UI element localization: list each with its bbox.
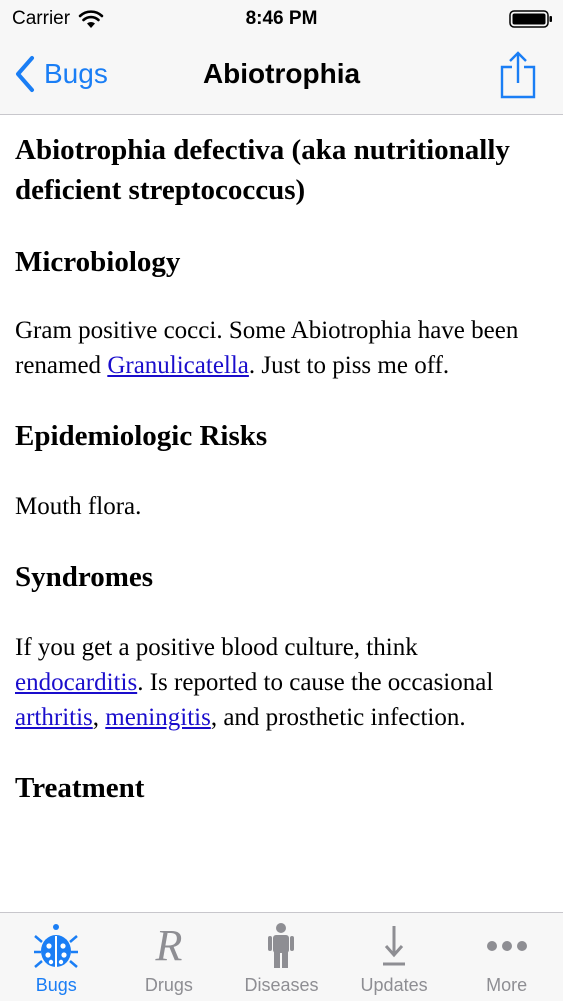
syndromes-text-3: ,	[92, 704, 106, 731]
status-time: 8:46 PM	[245, 8, 318, 29]
tab-label-drugs: Drugs	[144, 975, 193, 995]
link-granulicatella[interactable]: Granulicatella	[107, 352, 249, 379]
link-meningitis[interactable]: meningitis	[105, 704, 211, 731]
status-bar	[0, 0, 563, 38]
more-icon	[485, 922, 529, 970]
tab-label-bugs: Bugs	[35, 975, 77, 995]
tab-label-updates: Updates	[360, 975, 428, 995]
bug-icon	[34, 922, 78, 970]
section-heading-treatment: Treatment	[15, 772, 145, 804]
tab-updates[interactable]	[338, 913, 451, 1001]
microbiology-text-end: . Just to piss me off.	[248, 352, 450, 379]
carrier-label: Carrier	[12, 8, 71, 29]
syndromes-text-2: . Is reported to cause the occasional	[137, 669, 494, 696]
person-icon	[266, 922, 296, 970]
syndromes-text-4: , and prosthetic infection.	[210, 704, 466, 731]
download-icon	[379, 922, 409, 970]
page-title: Abiotrophia	[202, 58, 361, 89]
microbiology-text: Gram positive cocci. Some Abiotrophia have been renamed	[15, 317, 519, 379]
section-heading-syndromes: Syndromes	[15, 561, 154, 593]
navigation-bar	[0, 38, 563, 115]
article-content	[15, 114, 545, 808]
article-title: Abiotrophia defectiva (aka nutritionally deficient streptococcus)	[15, 134, 510, 206]
syndromes-text: If you get a positive blood culture, think	[15, 634, 418, 661]
tab-more[interactable]	[450, 913, 563, 1001]
link-endocarditis[interactable]: endocarditis	[15, 669, 138, 696]
epidemiology-paragraph: Mouth flora.	[15, 493, 142, 520]
tab-diseases[interactable]	[225, 913, 338, 1001]
tab-bar	[0, 912, 563, 1001]
back-button-label: Bugs	[44, 58, 108, 89]
tab-bugs[interactable]	[0, 913, 113, 1001]
rx-icon: R	[155, 921, 183, 970]
battery-icon	[509, 10, 553, 28]
syndromes-paragraph	[15, 630, 545, 735]
link-arthritis[interactable]: arthritis	[15, 704, 93, 731]
section-heading-epidemiologic-risks: Epidemiologic Risks	[15, 420, 268, 452]
tab-label-more: More	[486, 975, 528, 995]
microbiology-paragraph	[15, 313, 545, 383]
section-heading-microbiology: Microbiology	[15, 246, 181, 278]
share-icon[interactable]	[499, 50, 537, 100]
tab-label-diseases: Diseases	[244, 975, 319, 995]
tab-drugs[interactable]	[113, 913, 226, 1001]
